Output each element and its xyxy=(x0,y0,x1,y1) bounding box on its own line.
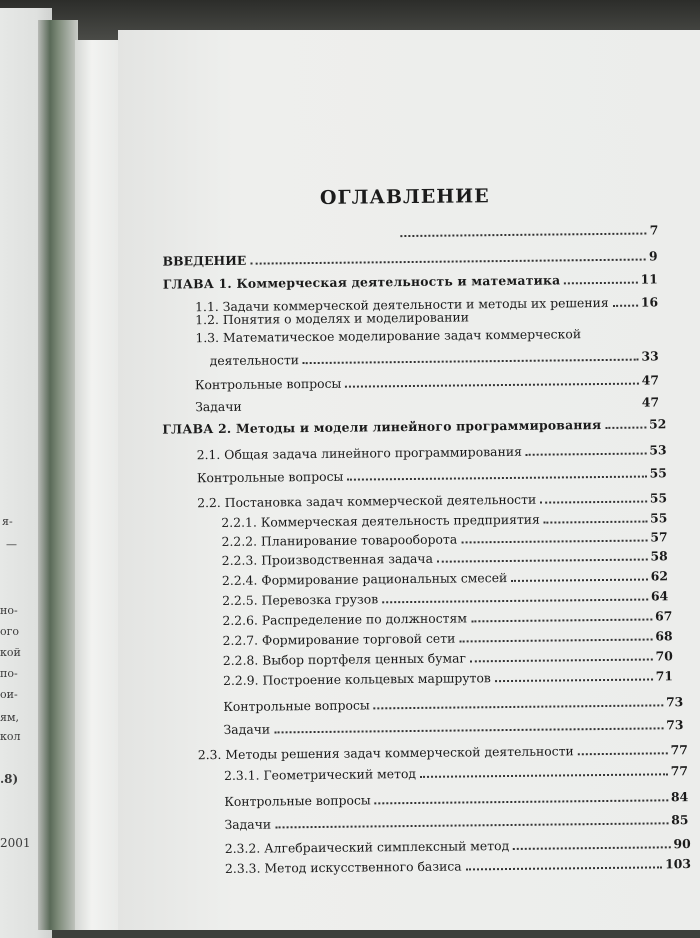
toc-entry xyxy=(222,587,668,608)
toc-entry-label: ГЛАВА 1. Коммерческая деятельность и математика xyxy=(162,272,561,292)
dot-leader xyxy=(564,282,637,285)
toc-entry xyxy=(222,607,672,628)
toc-entry xyxy=(223,716,683,737)
dot-leader xyxy=(511,579,647,582)
toc-entry-page: 7 xyxy=(649,222,659,238)
toc-entry-page: 55 xyxy=(649,490,668,506)
toc-entry xyxy=(163,270,658,291)
toc-entry xyxy=(396,221,658,240)
dot-leader xyxy=(578,752,668,755)
toc-entry-label: Контрольные вопросы xyxy=(194,375,342,393)
toc-entry-label: ВВЕДЕНИЕ xyxy=(162,252,247,269)
toc-entry-label: 2.2.3. Производственная задача xyxy=(221,550,434,568)
left-page-fragment: кой xyxy=(0,646,21,659)
toc-entry-page: 47 xyxy=(641,372,659,388)
toc-entry-label: 2.2.1. Коммерческая деятельность предприятия xyxy=(221,511,540,530)
toc-entry-label: Контрольные вопросы xyxy=(223,697,370,714)
toc-entry xyxy=(222,547,668,568)
toc-entry xyxy=(224,788,688,809)
toc-entry xyxy=(195,393,659,414)
dot-leader xyxy=(345,383,638,388)
toc-entry-page: 71 xyxy=(655,668,674,684)
toc-entry xyxy=(223,627,673,648)
toc-entry-label: Задачи xyxy=(223,721,271,737)
toc-entry-label: 2.3.1. Геометрический метод xyxy=(223,765,417,783)
dot-leader xyxy=(275,822,668,828)
dot-leader xyxy=(274,727,663,733)
toc-entry-label: Контрольные вопросы xyxy=(224,792,371,809)
toc-entry xyxy=(224,762,688,783)
toc-entry xyxy=(163,247,658,268)
toc-entry-page: 33 xyxy=(641,348,659,364)
dot-leader xyxy=(605,427,646,429)
left-page-fragment: по- xyxy=(0,667,18,680)
dot-leader xyxy=(540,501,647,504)
dot-leader xyxy=(526,453,647,456)
toc-entry xyxy=(197,489,667,510)
toc-entry-label: 1.3. Математическое моделирование задач коммерческой xyxy=(195,326,582,346)
toc-entry-page: 9 xyxy=(648,248,658,264)
toc-entry-page: 64 xyxy=(650,588,669,604)
toc-entry xyxy=(221,528,667,549)
left-page-fragment: я- xyxy=(2,515,13,528)
toc-entry xyxy=(210,347,659,368)
dot-leader xyxy=(495,678,653,682)
toc-entry-label: деятельности xyxy=(209,352,300,369)
toc-entry xyxy=(221,509,667,530)
dot-leader xyxy=(513,846,670,850)
toc-entry-page: 85 xyxy=(671,812,689,828)
dot-leader xyxy=(466,866,662,870)
toc-entry xyxy=(223,647,673,668)
dot-leader xyxy=(459,638,652,642)
toc-entry xyxy=(223,693,683,714)
toc-entry-page: 16 xyxy=(640,294,659,310)
dot-leader xyxy=(400,233,646,238)
left-page-fragment: .8) xyxy=(0,772,19,786)
toc-entry-page: 52 xyxy=(649,416,667,432)
left-page-fragment: ого xyxy=(0,625,20,638)
toc-entry-page: 103 xyxy=(665,856,692,872)
dot-leader xyxy=(437,559,648,563)
toc-entry-page: 70 xyxy=(655,648,673,664)
toc-entry-page: 77 xyxy=(670,742,688,758)
left-page-fragment: кол xyxy=(0,730,21,743)
toc-entry xyxy=(197,464,667,485)
toc-entry xyxy=(222,567,668,588)
toc-entry-label: 2.3.2. Алгебраический симплексный метод xyxy=(224,837,510,856)
dot-leader xyxy=(420,773,668,778)
left-page-fragment: ям, xyxy=(0,711,19,724)
toc-entry-page: 53 xyxy=(649,442,667,458)
left-page-fragment: — xyxy=(6,538,17,551)
dot-leader xyxy=(347,476,646,481)
toc-entry-page: 67 xyxy=(655,608,673,624)
left-page-fragment: 2001 xyxy=(0,836,31,850)
toc-entry-label: 2.2.2. Планирование товарооборота xyxy=(221,531,458,549)
toc-entry-label: 2.2.5. Перевозка грузов xyxy=(222,591,379,608)
toc-entry xyxy=(197,441,667,462)
toc-entry-page: 55 xyxy=(650,510,668,526)
toc-entry-label: 2.1. Общая задача линейного программирования xyxy=(196,443,522,463)
toc-entry-label: 2.2. Постановка задач коммерческой деятельности xyxy=(197,491,537,511)
toc-entry-label: Контрольные вопросы xyxy=(196,468,344,486)
left-page-fragment: ои- xyxy=(0,688,18,701)
toc-entry xyxy=(225,835,691,856)
dot-leader xyxy=(303,359,638,365)
toc-entry-page: 55 xyxy=(649,465,667,481)
dot-leader xyxy=(613,305,638,307)
toc-entry-page: 47 xyxy=(641,394,660,410)
toc-entry-page: 57 xyxy=(650,529,668,545)
dot-leader xyxy=(470,658,653,662)
toc-entry-label: Задачи xyxy=(224,816,272,832)
toc-entry-page: 11 xyxy=(640,271,658,287)
toc-entry-page: 58 xyxy=(650,548,668,564)
toc-entry-label: 1.2. Понятия о моделях и моделировании xyxy=(195,309,470,328)
toc-entry-label: 2.2.6. Распределение по должностям xyxy=(222,610,467,628)
dot-leader xyxy=(471,618,652,622)
toc-entry-label: 2.2.8. Выбор портфеля ценных бумаг xyxy=(222,650,467,668)
toc-entry xyxy=(224,811,688,832)
toc-entry-label: 2.2.7. Формирование торговой сети xyxy=(222,630,456,648)
dot-leader xyxy=(544,521,647,524)
toc-entry-page: 77 xyxy=(670,763,689,779)
toc-entry xyxy=(198,741,688,762)
dot-leader xyxy=(246,407,639,411)
toc-entry-page: 84 xyxy=(670,789,689,805)
toc-entry-page: 73 xyxy=(665,694,684,710)
toc-entry xyxy=(223,667,673,688)
toc-entry-label: 1.1. Задачи коммерческой деятельности и методы их решения xyxy=(195,294,609,315)
toc-entry-page: 90 xyxy=(673,836,691,852)
page-title: ОГЛАВЛЕНИЕ xyxy=(319,185,490,209)
dot-leader xyxy=(382,599,648,604)
toc-entry-page: 73 xyxy=(666,717,684,733)
dot-leader xyxy=(374,704,663,709)
toc-entry xyxy=(195,371,659,392)
dot-leader xyxy=(461,540,647,544)
toc-entry-label: 2.3.3. Метод искусственного базиса xyxy=(224,858,462,876)
toc-entry-page: 68 xyxy=(655,628,673,644)
toc-entry-label: 2.2.9. Построение кольцевых маршрутов xyxy=(222,670,491,688)
toc-entry-label: ГЛАВА 2. Методы и модели линейного программирования xyxy=(162,417,602,437)
toc-entry-label: 2.2.4. Формирование рациональных смесей xyxy=(221,570,508,588)
dot-leader xyxy=(250,259,646,265)
toc-entry-label: Задачи xyxy=(195,398,242,415)
dot-leader xyxy=(375,799,668,804)
toc-entry xyxy=(162,415,666,436)
toc-entry xyxy=(225,855,691,876)
left-page-fragment: но- xyxy=(0,604,18,617)
toc-entry-label: 2.3. Методы решения задач коммерческой деятельности xyxy=(197,743,574,763)
toc-entry-page: 62 xyxy=(650,568,669,584)
